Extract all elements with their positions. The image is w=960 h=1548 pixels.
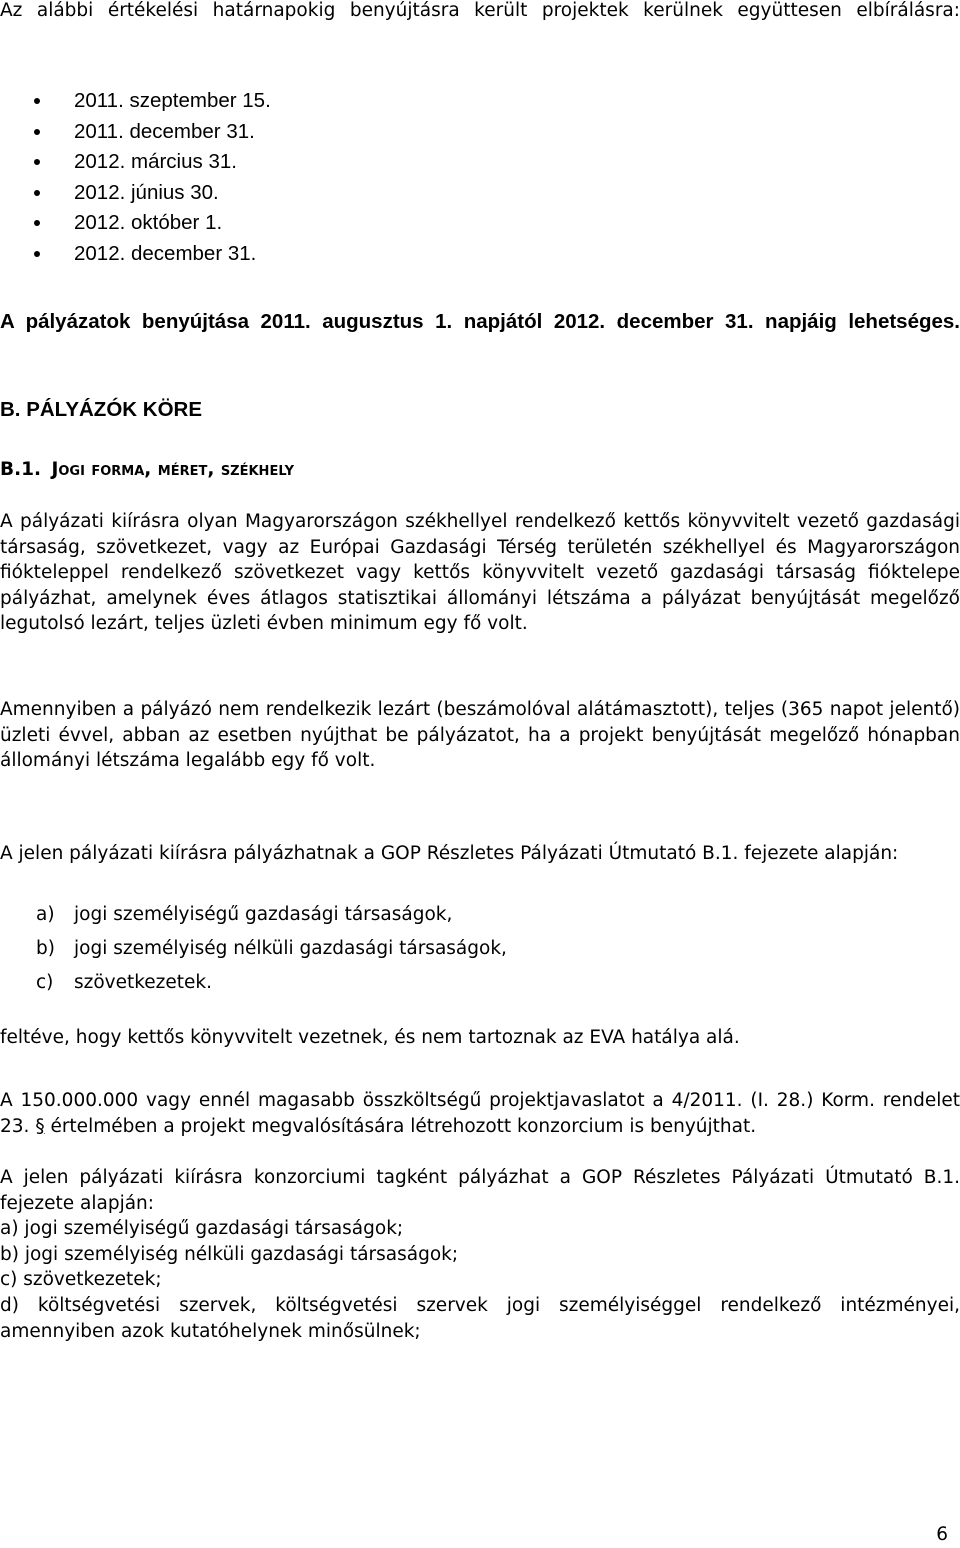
intro-paragraph [0,0,960,24]
deadline-item [0,147,600,178]
bullet-icon [34,129,40,135]
no-closed-year-paragraph [0,697,960,774]
eligible-item-marker: a) [36,904,55,925]
bullet-icon [34,251,40,257]
deadline-text: 2012. június 30. [74,180,219,204]
deadline-item [0,208,600,239]
section-sign: § [35,1115,45,1137]
bullet-icon [34,190,40,196]
section-b1-number: B.1. [0,459,42,480]
eligible-item [36,898,736,932]
bullet-icon [34,98,40,104]
eligible-item [36,966,736,1000]
gop-intro-text: A jelen pályázati kiírásra pályázhatnak a GOP Részletes Pályázati Útmutató B.1. fejezete alapján: [0,843,899,864]
section-b-text: B. PÁLYÁZÓK KÖRE [0,398,202,421]
deadline-item [0,178,600,209]
condition-text: feltéve, hogy kettős könyvvitelt vezetnek, és nem tartoznak az EVA hatálya alá. [0,1027,740,1048]
consortium-item: b) jogi személyiség nélküli gazdasági társaságok; [0,1243,459,1265]
consortium-item: c) szövetkezetek; [0,1269,162,1291]
eligibility-paragraph [0,509,960,637]
deadline-text: 2011. december 31. [74,119,255,143]
eligible-item-text: szövetkezetek. [74,972,213,993]
eligible-item [36,932,736,966]
consortium-paragraph [0,1088,960,1139]
page-number: 6 [936,1524,948,1545]
submission-period [0,308,960,335]
bullet-icon [34,220,40,226]
intro-text: Az alábbi értékelési határnapokig benyújtásra került projektek kerülnek együttesen elbírálásra: [0,0,960,21]
section-b-heading [0,397,960,423]
consortium-item-d [0,1293,960,1344]
consortium-member-paragraph [0,1165,960,1216]
consortium-item-d-text: d) költségvetési szervek, költségvetési szervek jogi személyiséggel rendelkező intézményei, amennyiben azok kutatóhelynek minősülnek; [0,1295,960,1342]
eligible-entities-list [36,898,736,1000]
condition-paragraph [0,1025,960,1051]
deadline-text: 2012. március 31. [74,150,237,173]
eligible-item-marker: c) [36,972,54,993]
consortium-item: a) jogi személyiségű gazdasági társaságok; [0,1218,404,1239]
deadline-item [0,239,600,270]
consortium-list [0,1216,960,1293]
eligibility-text: A pályázati kiírásra olyan Magyarországon székhellyel rendelkező kettős könyvvitelt vezető gazdasági társaság, szövetkezet, vagy az Európai Gazdasági Térség területén székhellyel és Magyarországon fiókteleppel rendelkező szövetkezet vagy kettős könyvvitelt vezető gazdasági társaság fióktelepe pályázhat, amelynek éves átlagos statisztikai állományi létszáma a pályázat benyújtását megelőző legutolsó lezárt, teljes üzleti évben minimum egy fő volt. [0,511,960,635]
consortium-text-post: értelmében a projekt megvalósítására létrehozott konzorcium is benyújthat. [44,1115,757,1137]
no-closed-year-text: Amennyiben a pályázó nem rendelkezik lezárt (beszámolóval alátámasztott), teljes (365 napot jelentő) üzleti évvel, abban az esetben nyújthat be pályázatot, ha a projekt benyújtását megelőző hónapban állományi létszáma legalább egy fő volt. [0,699,960,772]
deadline-text: 2012. október 1. [74,211,223,234]
section-b1-title: Jogi forma, méret, székhely [51,459,294,480]
deadline-text: 2011. szeptember 15. [74,89,271,112]
gop-intro-paragraph [0,841,960,867]
consortium-text-pre: A 150.000.000 vagy ennél magasabb összköltségű projektjavaslatot a 4/2011. (I. 28.) Korm. rendelet 23. [0,1090,960,1137]
deadline-item [0,117,600,148]
consortium-member-text: A jelen pályázati kiírásra konzorciumi tagként pályázhat a GOP Részletes Pályázati Útmutató B.1. fejezete alapján: [0,1167,960,1214]
eligible-item-text: jogi személyiségű gazdasági társaságok, [74,904,453,925]
eligible-item-text: jogi személyiség nélküli gazdasági társaságok, [74,938,507,959]
deadline-list [0,86,600,269]
deadline-item [0,86,600,117]
submission-period-text: A pályázatok benyújtása 2011. augusztus 1. napjától 2012. december 31. napjáig lehetséges. [0,310,960,333]
section-b1-heading [0,457,960,483]
deadline-text: 2012. december 31. [74,241,257,265]
bullet-icon [34,159,40,165]
eligible-item-marker: b) [36,938,55,959]
